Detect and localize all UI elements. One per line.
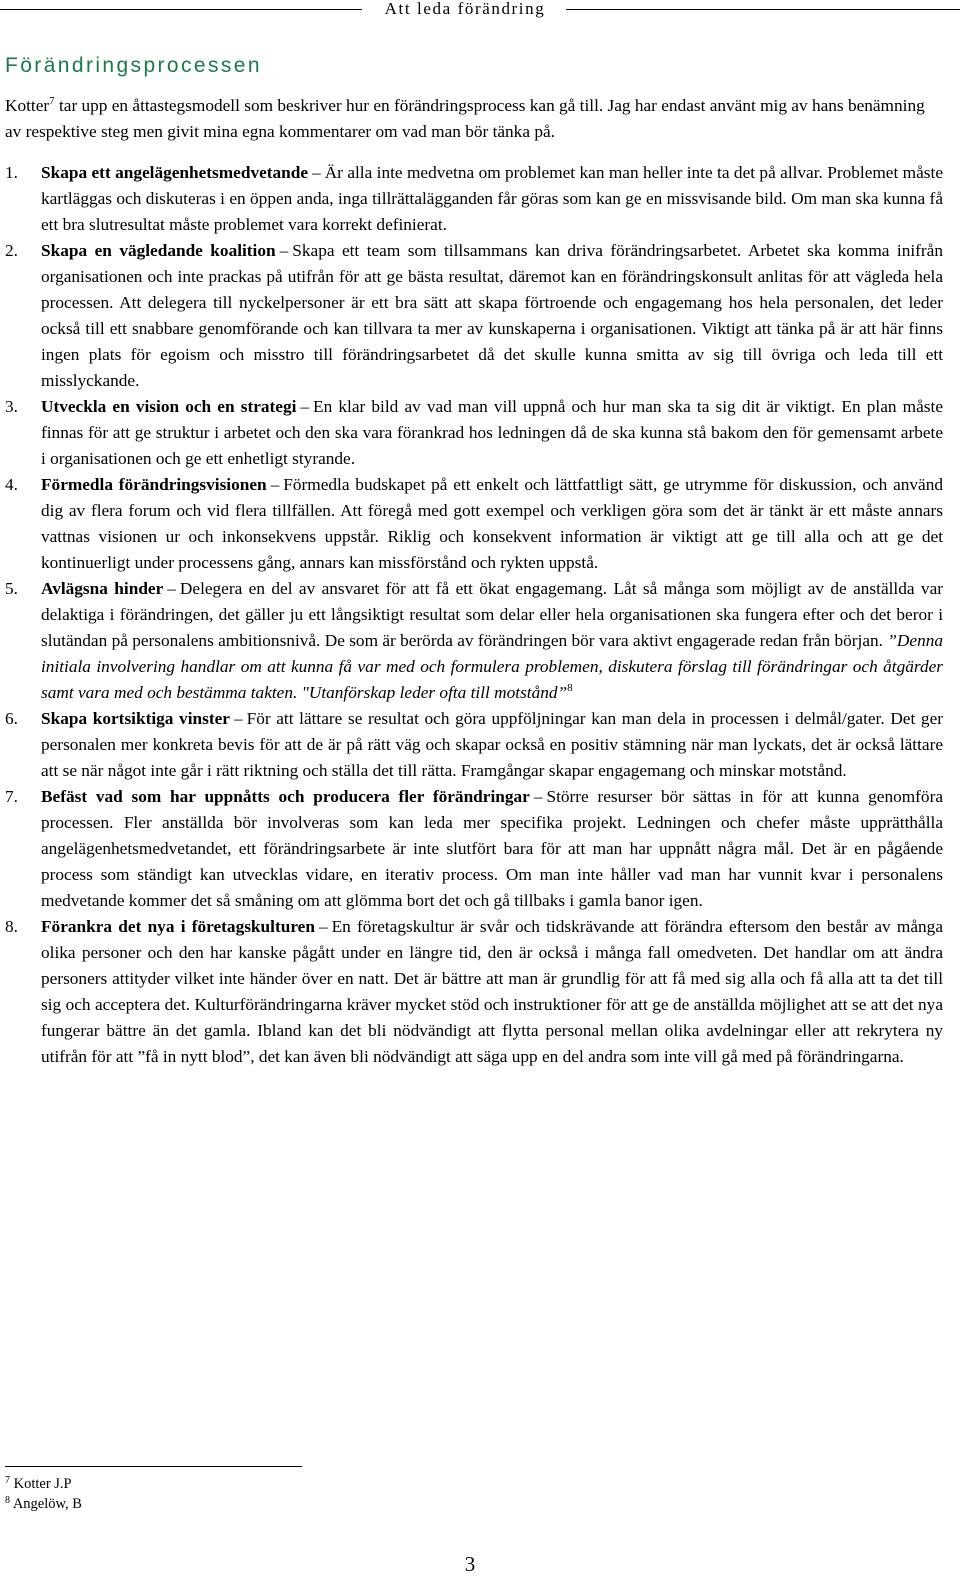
- intro-text: tar upp en åttastegsmodell som beskriver hur en förändringsprocess kan gå till. Jag har endast använt mig av hans benämning av respektive steg men givit mina egna kommentarer om vad man bör tänka på.: [5, 96, 925, 141]
- step-title: Skapa ett angelägenhetsmedvetande: [41, 163, 309, 182]
- step-text: Skapa ett team som tillsammans kan driva förändringsarbetet. Arbetet ska komma inifrån organisationen och inte prackas på utifrån för att ge bästa resultat, däremot kan en förändringskonsult anlitas för att vägleda hela processen. Att delegera till nyckelpersoner är ett bra sätt att skapa förtroende och engagemang hos hela personalen, det leder också till ett snabbare genomförande och kan tillvara ta mer av kunskaperna i organisationen. Viktigt att tänka på är att här finns ingen plats för egoism och misstro till förändringsarbetet då det skulle kunna smitta av sig till övriga och leda till ett misslyckande.: [41, 241, 943, 390]
- step-number: 5.: [5, 579, 18, 598]
- step-number: 1.: [5, 163, 18, 182]
- header-rule-left: [0, 9, 362, 10]
- step-text: Delegera en del av ansvaret för att få ett ökat engagemang. Låt så många som möjligt av de anställda var delaktiga i förändringen, det gäller ju ett långsiktigt resultat som delar eller hela organisationen ska fungera efter och det beror i slutändan på personalens ambitionsnivå. De som är berörda av förändringen bör vara aktivt engagerade redan från början.: [41, 579, 943, 650]
- step-dash: –: [312, 163, 321, 182]
- step-title: Skapa en vägledande koalition: [41, 241, 276, 260]
- footnote-ref-8[interactable]: 8: [567, 682, 573, 694]
- footnote-text: Angelöw, B: [12, 1496, 82, 1512]
- steps-list: [5, 160, 943, 1070]
- footnote-number: 8: [5, 1495, 10, 1506]
- step-number: 6.: [5, 709, 18, 728]
- step-dash: –: [270, 475, 280, 494]
- intro-author: Kotter: [5, 96, 50, 115]
- step-item: [5, 576, 943, 706]
- page-number: 3: [464, 1552, 476, 1576]
- step-item: [5, 238, 943, 394]
- body-text: [5, 93, 943, 1070]
- footnote-ref-7[interactable]: 7: [49, 95, 55, 107]
- step-item: [5, 394, 943, 472]
- step-title: Skapa kortsiktiga vinster: [41, 709, 230, 728]
- step-title: Utveckla en vision och en strategi: [41, 397, 297, 416]
- step-dash: –: [167, 579, 176, 598]
- step-text: En företagskultur är svår och tidskrävande att förändra eftersom den består av många olika personer och den har kanske pågått under en längre tid, den är också i många fall omedveten. Det handlar om att ändra personers attityder vilket inte händer över en natt. Det är bättre att man är grundlig för att få med sig alla och få alla att ta det till sig och acceptera det. Kulturförändringarna kräver mycket stöd och instruktioner för att ge de anställda möjlighet att se att det nya fungerar bättre än det gamla. Ibland kan det bli nödvändigt att flytta personal mellan olika avdelningar eller att rekrytera ny utifrån för att ”få in nytt blod”, det kan även bli nödvändigt att säga upp en del andra som inte vill gå med på förändringarna.: [41, 917, 943, 1066]
- footnote-text: Kotter J.P: [13, 1476, 72, 1492]
- running-header: [0, 0, 960, 20]
- step-quote: ”Denna initiala involvering handlar om att kunna få var med och formulera problemen, diskutera förslag till förändringar och åtgärder samt vara med och bestämma takten. "Utanförskap leder ofta till motstånd”: [41, 631, 943, 702]
- step-dash: –: [318, 917, 328, 936]
- step-text: Större resurser bör sättas in för att kunna genomföra processen. Fler anställda bör involveras som kan leda mer specifika projekt. Ledningen och chefer måste upprätthålla angelägenhetsmedvetandet, ett förändringsarbete är inte slutfört bara för att man har uppnått några mål. Det är en pågående process som ständigt kan utvecklas vidare, en iterativ process. Om man inte håller vad man har vunnit kvar i personalens medvetande kommer det så småning om att glömma bort det och gå tillbaks i gamla banor igen.: [41, 787, 943, 910]
- section-heading: Förändringsprocessen: [5, 54, 262, 77]
- footnote-item: [5, 1474, 82, 1494]
- step-title: Avlägsna hinder: [41, 579, 164, 598]
- intro-paragraph: [5, 93, 943, 145]
- step-title: Förmedla förändringsvisionen: [41, 475, 267, 494]
- header-rule-right: [566, 9, 960, 10]
- running-title: Att leda förändring: [384, 0, 546, 18]
- footnote-separator: [5, 1466, 302, 1467]
- step-item: [5, 706, 943, 784]
- step-item: [5, 784, 943, 914]
- step-item: [5, 160, 943, 238]
- step-title: Förankra det nya i företagskulturen: [41, 917, 315, 936]
- step-dash: –: [233, 709, 243, 728]
- step-text: För att lättare se resultat och göra uppföljningar kan man dela in processen i delmål/gater. Det ger personalen mer konkreta bevis för att de är på rätt väg och skapar också en positiv stämning när man lyckats, det är också lättare att se när något inte går i rätt riktning och ställa det till rätta. Framgångar skapar engagemang och minskar motstånd.: [41, 709, 943, 780]
- step-item: [5, 472, 943, 576]
- footnote-item: [5, 1494, 82, 1514]
- step-item: [5, 914, 943, 1070]
- step-number: 2.: [5, 241, 18, 260]
- step-title: Befäst vad som har uppnåtts och producera fler förändringar: [41, 787, 530, 806]
- step-number: 4.: [5, 475, 18, 494]
- step-number: 3.: [5, 397, 18, 416]
- step-number: 7.: [5, 787, 18, 806]
- step-dash: –: [533, 787, 543, 806]
- step-number: 8.: [5, 917, 18, 936]
- step-dash: –: [300, 397, 310, 416]
- step-text: Är alla inte medvetna om problemet kan man heller inte ta det på allvar. Problemet måste kartläggas och diskuteras i en öppen anda, inga tillrättalägganden får göras som kan ge en missvisande bild. Om man ska kunna få ett bra slutresultat måste problemet vara korrekt definierat.: [41, 163, 943, 234]
- footnote-number: 7: [5, 1475, 10, 1486]
- footnotes: [5, 1474, 82, 1514]
- step-text: En klar bild av vad man vill uppnå och hur man ska ta sig dit är viktigt. En plan måste finnas för att ge struktur i arbetet och den ska vara förankrad hos ledningen då de ska kunna stå bakom den för gemensamt arbete i organisationen och ge ett enhetligt styrande.: [41, 397, 943, 468]
- step-text: Förmedla budskapet på ett enkelt och lättfattligt sätt, ge utrymme för diskussion, och använd dig av flera forum och vid flera tillfällen. Att föregå med gott exempel och verkligen göra som det är tänkt är ett måste annars vattnas visionen ur och inkonsekvens uppstår. Riklig och konsekvent information är viktigt att ge till alla och att ge det kontinuerligt under processens gång, annars kan missförstånd och rykten uppstå.: [41, 475, 944, 572]
- step-dash: –: [279, 241, 289, 260]
